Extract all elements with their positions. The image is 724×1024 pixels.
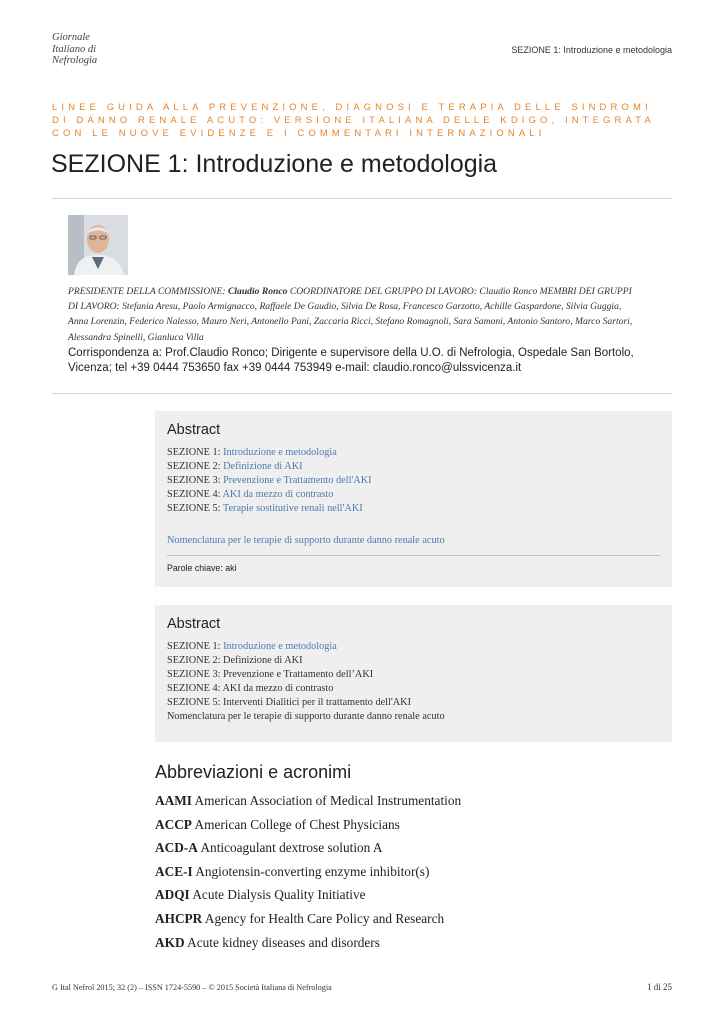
section-list-item: [167, 488, 372, 502]
abbreviations-list: [155, 790, 461, 955]
section-link[interactable]: Prevenzione e Trattamento dell'AKI: [223, 474, 372, 486]
abbreviation-term: AKD: [155, 934, 185, 950]
abstract-box-links: [155, 411, 672, 587]
abbreviation-definition: Agency for Health Care Policy and Research: [204, 910, 445, 926]
abbreviation-definition: Acute Dialysis Quality Initiative: [192, 887, 366, 903]
section-list-item: [167, 474, 372, 488]
section-link-list: [167, 446, 372, 516]
abbreviation-item: [155, 814, 461, 838]
section-list: [167, 640, 445, 723]
abbreviation-term: ADQI: [155, 887, 190, 903]
abbreviation-definition: Angiotensin-converting enzyme inhibitor(s): [195, 863, 430, 879]
running-header: SEZIONE 1: Introduzione e metodologia: [511, 45, 672, 55]
abbreviation-item: [155, 861, 461, 885]
section-list-item: Nomenclatura per le terapie di supporto durante danno renale acuto: [167, 710, 445, 722]
section-list-item: [167, 502, 372, 516]
section-link[interactable]: Introduzione e metodologia: [223, 447, 337, 458]
abbreviation-item: [155, 884, 461, 908]
journal-logo-line: Italiano di: [52, 43, 97, 55]
abbreviation-definition: American College of Chest Physicians: [194, 816, 400, 832]
keywords: Parole chiave: aki: [167, 563, 237, 573]
abbreviation-definition: Acute kidney diseases and disorders: [187, 934, 380, 950]
section-list-item: SEZIONE 3: Prevenzione e Trattamento dell’AKI: [167, 668, 374, 680]
abstract-heading: Abstract: [167, 422, 221, 438]
section-link[interactable]: Definizione di AKI: [223, 460, 303, 472]
series-title: LINEE GUIDA ALLA PREVENZIONE, DIAGNOSI E TERAPIA DELLE SINDROMI DI DANNO RENALE ACUTO: VERSIONE ITALIANA DELLE KDIGO, INTEGRATA CON LE NUOVE EVIDENZE E I COMMENTARI INTERNAZIONALI: [52, 102, 655, 139]
divider: [52, 198, 672, 199]
journal-logo-line: Nefrologia: [52, 55, 98, 66]
divider: [52, 393, 672, 394]
section-prefix: SEZIONE 3:: [167, 474, 221, 486]
section-list-item: SEZIONE 2: Definizione di AKI: [167, 654, 303, 666]
section-link[interactable]: Introduzione e metodologia: [223, 641, 337, 652]
journal-logo: [52, 32, 97, 67]
abbreviation-definition: American Association of Medical Instrumentation: [194, 793, 462, 808]
author-photo: [68, 215, 128, 275]
author-credits: [68, 284, 640, 345]
credits-rest: COORDINATORE DEL GRUPPO DI LAVORO: Claudio Ronco MEMBRI DEI GRUPPI DI LAVORO: Stefania Aresu, Paolo Armignacco, Raffaele De Gaudio, Silvia De Rosa, Francesco Garzotto, Achille Gaspardone, Silvia Guggia, Anna Lorenzin, Federico Nalesso, Mauro Neri, Antonello Pani, Zaccaria Ricci, Stefano Romagnoli, Sara Samoni, Antonio Santoro, Marco Sartori, Alessandra Spinelli, Gianluca Villa: [68, 286, 633, 343]
abbreviation-term: AHCPR: [155, 910, 203, 926]
abbreviation-definition: Anticoagulant dextrose solution A: [200, 840, 383, 856]
correspondence: Corrispondenza a: Prof.Claudio Ronco; Dirigente e supervisore della U.O. di Nefrologia, Ospedale San Bortolo, Vicenza; tel +39 0444 753650 fax +39 0444 753949 e-mail: claudio.ronco@ulssvicenza.it: [68, 347, 634, 374]
abstract-box-plain: [155, 605, 672, 742]
abbreviation-item: [155, 932, 461, 956]
page-title: SEZIONE 1: Introduzione e metodologia: [51, 150, 498, 178]
nomenclature-link[interactable]: Nomenclatura per le terapie di supporto durante danno renale acuto: [167, 535, 445, 546]
section-list-item: [167, 640, 445, 654]
journal-logo-line: Giornale: [52, 32, 90, 43]
author-portrait-image: [68, 215, 128, 275]
abbreviation-term: ACCP: [155, 816, 192, 832]
section-list-item: SEZIONE 4: AKI da mezzo di contrasto: [167, 682, 334, 694]
section-prefix: SEZIONE 4:: [167, 488, 221, 500]
section-list-item: SEZIONE 5: Interventi Dialitici per il trattamento dell'AKI: [167, 696, 412, 708]
abbreviation-item: [155, 790, 461, 814]
abbreviation-item: [155, 837, 461, 861]
abbreviation-term: ACD-A: [155, 840, 198, 856]
abbreviation-term: ACE-I: [155, 863, 193, 879]
footer-citation: G Ital Nefrol 2015; 32 (2) – ISSN 1724-5590 – © 2015 Società Italiana di Nefrologia: [52, 983, 332, 992]
abbreviations-heading: Abbreviazioni e acronimi: [155, 762, 352, 782]
abstract-heading: Abstract: [167, 616, 221, 632]
section-list-item: [167, 460, 372, 474]
section-list-item: [167, 446, 372, 460]
divider: [167, 555, 660, 556]
abbreviation-item: [155, 908, 461, 932]
president-label: PRESIDENTE DELLA COMMISSIONE:: [68, 286, 226, 297]
section-link[interactable]: Terapie sostitutive renali nell'AKI: [222, 502, 363, 514]
section-prefix: SEZIONE 1:: [167, 447, 221, 458]
section-prefix: SEZIONE 2:: [167, 460, 221, 472]
page-number: 1 di 25: [646, 982, 672, 992]
abbreviation-term: AAMI: [155, 793, 192, 808]
section-prefix: SEZIONE 5:: [167, 502, 221, 514]
section-prefix: SEZIONE 1:: [167, 641, 221, 652]
president-name: Claudio Ronco: [227, 286, 288, 297]
section-link[interactable]: AKI da mezzo di contrasto: [222, 488, 334, 500]
